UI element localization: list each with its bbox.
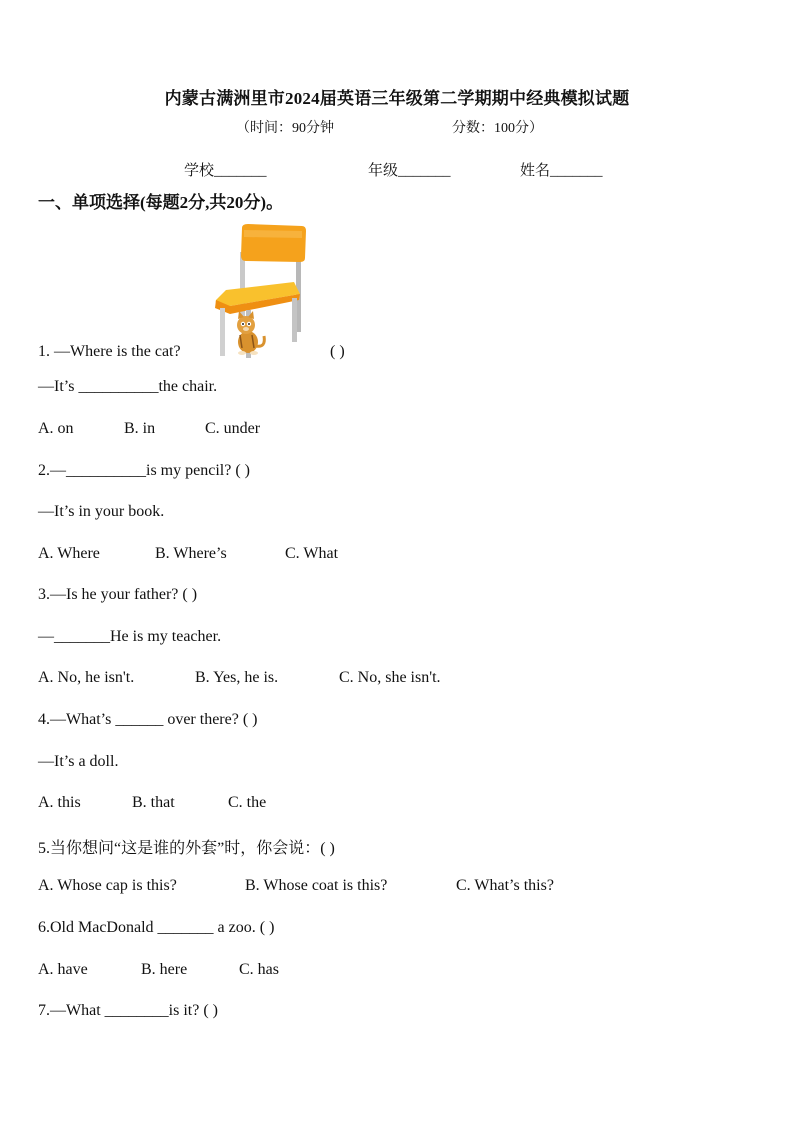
school-field: 学校_______: [184, 163, 267, 179]
question-3-option-a: A. No, he isn't.: [38, 669, 135, 686]
page-title: 内蒙古满洲里市2024届英语三年级第二学期期中经典模拟试题: [164, 89, 630, 108]
question-3-reply: —_______He is my teacher.: [38, 628, 222, 645]
name-field: 姓名_______: [520, 163, 603, 179]
question-4-option-a: A. this: [38, 794, 81, 811]
question-5-option-a: A. Whose cap is this?: [38, 877, 177, 894]
question-5-option-b: B. Whose coat is this?: [245, 877, 388, 894]
question-3-stem: 3.—Is he your father? ( ): [38, 586, 198, 603]
question-4-reply: —It’s a doll.: [38, 753, 119, 770]
question-2-reply: —It’s in your book.: [38, 503, 165, 520]
question-2-stem: 2.—__________is my pencil? ( ): [38, 462, 250, 479]
chair-with-cat-illustration: [208, 222, 314, 358]
question-5-option-c: C. What’s this?: [456, 877, 554, 894]
question-4-stem: 4.—What’s ______ over there? ( ): [38, 711, 258, 728]
question-3-option-b: B. Yes, he is.: [195, 669, 279, 686]
question-3-option-c: C. No, she isn't.: [339, 669, 441, 686]
question-6-option-c: C. has: [239, 961, 279, 978]
question-4-option-c: C. the: [228, 794, 267, 811]
question-5-stem: 5.当你想问“这是谁的外套”时，你会说：( ): [38, 840, 335, 857]
question-1-option-c: C. under: [205, 420, 261, 437]
question-6-option-b: B. here: [141, 961, 188, 978]
question-1-stem: 1. —Where is the cat?: [38, 343, 181, 360]
question-1-option-b: B. in: [124, 420, 156, 437]
exam-time: （时间：90分钟: [236, 121, 334, 136]
question-6-stem: 6.Old MacDonald _______ a zoo. ( ): [38, 919, 275, 936]
question-1-answer-bracket: ( ): [330, 343, 345, 360]
question-7-stem: 7.—What ________is it? ( ): [38, 1002, 218, 1019]
question-2-option-a: A. Where: [38, 545, 100, 562]
section-heading: 一、单项选择(每题2分,共20分)。: [38, 193, 284, 212]
question-1-option-a: A. on: [38, 420, 74, 437]
question-6-option-a: A. have: [38, 961, 88, 978]
exam-score: 分数：100分）: [452, 121, 543, 136]
question-2-option-c: C. What: [285, 545, 339, 562]
question-4-option-b: B. that: [132, 794, 175, 811]
question-1-reply: —It’s __________the chair.: [38, 378, 218, 395]
grade-field: 年级_______: [368, 163, 451, 179]
question-2-option-b: B. Where’s: [155, 545, 227, 562]
